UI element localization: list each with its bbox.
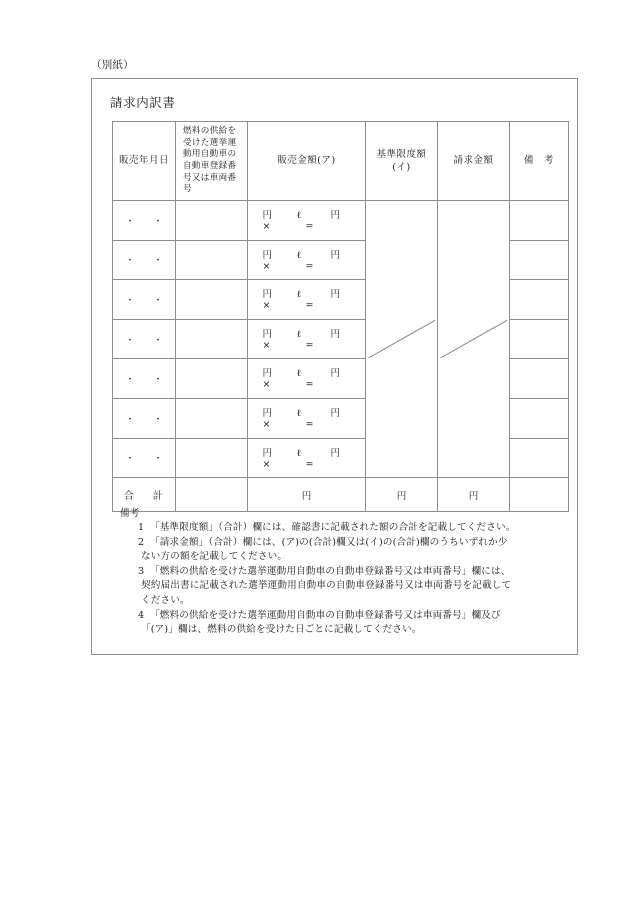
operator-multiply: × [262, 221, 271, 232]
header-remarks-label: 備 考 [523, 154, 554, 166]
cell-sales-amount[interactable] [248, 201, 366, 241]
date-separator-dot: ・ [153, 414, 163, 425]
cell-sales-amount[interactable] [248, 280, 366, 320]
note-item [120, 565, 572, 609]
header-sales-amount-label: 販売金額(ア) [277, 154, 336, 166]
cell-sales-amount[interactable] [248, 240, 366, 280]
cell-sale-date[interactable] [113, 398, 176, 438]
operator-multiply: × [262, 458, 271, 470]
date-separator-dot: ・ [153, 454, 163, 465]
unit-yen: 円 [330, 407, 341, 419]
note-text: 「燃料の供給を受けた選挙運動用自動車の自動車登録番号又は車両番号」欄には、 [150, 565, 511, 577]
unit-liter: ℓ [296, 447, 302, 459]
unit-liter: ℓ [296, 368, 302, 380]
note-number: 3 [138, 565, 145, 577]
cell-standard-limit-struck [366, 201, 438, 478]
unit-yen: 円 [301, 490, 312, 502]
unit-yen: 円 [262, 210, 273, 221]
operator-multiply: × [262, 418, 271, 430]
date-separator-dot: ・ [125, 295, 135, 306]
unit-liter: ℓ [296, 249, 302, 261]
cell-sale-date[interactable] [113, 280, 176, 320]
unit-liter: ℓ [296, 289, 302, 301]
unit-yen: 円 [262, 447, 273, 459]
cell-sale-date[interactable] [113, 319, 176, 359]
note-number: 4 [138, 609, 145, 621]
unit-yen: 円 [330, 328, 341, 340]
unit-liter: ℓ [296, 328, 302, 340]
note-number: 1 [138, 522, 145, 533]
date-separator-dot: ・ [153, 375, 163, 386]
operator-equals: = [305, 418, 314, 430]
note-text-continuation: ください。 [141, 594, 190, 606]
date-separator-dot: ・ [153, 256, 163, 267]
cell-remarks[interactable] [510, 359, 569, 399]
header-sales-amount [248, 122, 366, 201]
unit-liter: ℓ [296, 210, 302, 221]
cell-sale-date[interactable] [113, 240, 176, 280]
date-separator-dot: ・ [125, 414, 135, 425]
page-label: （別紙） [91, 59, 134, 71]
cell-claim-amount-struck [438, 201, 510, 478]
note-text: 「基準限度額」（合計）欄には、確認書に記載された額の合計を記載してください。 [150, 522, 516, 533]
cell-remarks[interactable] [510, 240, 569, 280]
date-separator-dot: ・ [125, 335, 135, 346]
date-separator-dot: ・ [125, 216, 135, 227]
date-separator-dot: ・ [125, 375, 135, 386]
cell-remarks[interactable] [510, 319, 569, 359]
header-standard-limit [366, 122, 438, 201]
cell-vehicle-registration[interactable] [176, 319, 248, 359]
cell-remarks[interactable] [510, 438, 569, 478]
cell-sales-amount[interactable] [248, 438, 366, 478]
diagonal-strike-icon [366, 320, 437, 359]
note-text-continuation: 「(ア)」欄は、燃料の供給を受けた日ごとに記載してください。 [141, 624, 422, 636]
cell-sale-date[interactable] [113, 201, 176, 241]
header-sale-date-label: 販売年月日 [118, 154, 169, 166]
cell-sales-amount[interactable] [248, 319, 366, 359]
operator-multiply: × [262, 379, 271, 391]
cell-remarks[interactable] [510, 201, 569, 241]
note-text-continuation: 契約届出書に記載された選挙運動用自動車の自動車登録番号又は車両番号を記載して [141, 580, 512, 592]
diagonal-strike-icon [438, 320, 509, 359]
unit-yen: 円 [262, 289, 273, 301]
table-header-row [113, 122, 569, 201]
unit-yen: 円 [330, 447, 341, 459]
unit-yen: 円 [396, 490, 407, 502]
cell-vehicle-registration[interactable] [176, 201, 248, 241]
date-separator-dot: ・ [125, 256, 135, 267]
unit-yen: 円 [262, 368, 273, 380]
header-vehicle-registration-label: 燃料の供給を受けた選挙運動用自動車の自動車登録番号又は車両番号 [183, 126, 237, 195]
cell-sales-amount[interactable] [248, 359, 366, 399]
date-separator-dot: ・ [153, 335, 163, 346]
breakdown-table [112, 121, 569, 512]
operator-equals: = [305, 339, 314, 351]
header-standard-limit-marker: (イ) [392, 162, 411, 173]
cell-vehicle-registration[interactable] [176, 359, 248, 399]
unit-yen: 円 [330, 249, 341, 261]
operator-equals: = [305, 260, 314, 272]
cell-vehicle-registration[interactable] [176, 240, 248, 280]
note-text: 「請求金額」（合計）欄には、(ア)の(合計)欄又は(イ)の(合計)欄のうちいずれか少 [150, 536, 508, 548]
operator-multiply: × [262, 260, 271, 272]
operator-equals: = [305, 300, 314, 312]
operator-multiply: × [262, 339, 271, 351]
note-text-continuation: ない方の額を記載してください。 [141, 551, 288, 563]
cell-vehicle-registration[interactable] [176, 398, 248, 438]
note-item [120, 536, 572, 565]
unit-yen: 円 [330, 368, 341, 380]
date-separator-dot: ・ [125, 454, 135, 465]
date-separator-dot: ・ [153, 295, 163, 306]
cell-sales-amount[interactable] [248, 398, 366, 438]
cell-remarks[interactable] [510, 280, 569, 320]
unit-yen: 円 [468, 490, 479, 502]
unit-liter: ℓ [296, 407, 302, 419]
header-standard-limit-label: 基準限度額 [376, 149, 427, 160]
notes-section [112, 506, 572, 638]
breakdown-table-container [112, 121, 568, 505]
header-remarks [510, 122, 569, 201]
unit-yen: 円 [262, 407, 273, 419]
notes-heading: 備考 [120, 508, 140, 519]
note-text: 「燃料の供給を受けた選挙運動用自動車の自動車登録番号又は車両番号」欄及び [150, 609, 501, 621]
unit-yen: 円 [262, 328, 273, 340]
operator-equals: = [305, 379, 314, 391]
operator-multiply: × [262, 300, 271, 312]
note-number: 2 [138, 536, 145, 548]
operator-equals: = [305, 458, 314, 470]
cell-remarks[interactable] [510, 398, 569, 438]
unit-yen: 円 [330, 210, 341, 221]
form-title: 請求内訳書 [110, 95, 176, 110]
date-separator-dot: ・ [153, 216, 163, 227]
unit-yen: 円 [262, 249, 273, 261]
operator-equals: = [305, 221, 314, 232]
cell-vehicle-registration[interactable] [176, 280, 248, 320]
header-sale-date [113, 122, 176, 201]
cell-vehicle-registration[interactable] [176, 438, 248, 478]
unit-yen: 円 [330, 289, 341, 301]
header-claim-amount [438, 122, 510, 201]
total-label-text: 合 計 [123, 491, 168, 503]
notes-list [112, 521, 572, 638]
note-item [120, 609, 572, 638]
cell-sale-date[interactable] [113, 438, 176, 478]
table-row [113, 201, 569, 241]
note-item [120, 521, 572, 536]
header-claim-amount-label: 請求金額 [453, 154, 494, 166]
cell-sale-date[interactable] [113, 359, 176, 399]
header-vehicle-registration [176, 122, 248, 201]
